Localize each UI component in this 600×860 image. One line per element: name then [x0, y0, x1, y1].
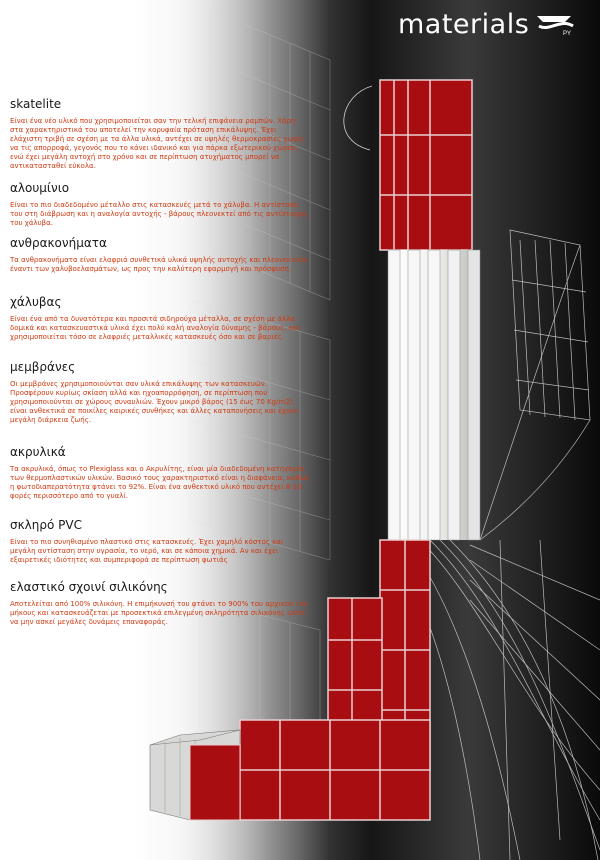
section-text: Οι μεμβράνες χρησιμοποιούνται σαν υλικά επικάλυψης των κατασκευών. Προσφέρουν κυρίως σκίαση αλλά και ηχοαπορρόφηση, σε περίπτωση που χρησιμοποιούνται σε χώρους συναυλιών. Έχουν μικρό βάρος (15 έως 70 Kg/m2), είναι ανθεκτικά σε ποικίλες καιρικές συνθήκες και άλλες καταπονήσεις και έχουν μεγάλη διάρκεια ζωής. — [10, 380, 299, 424]
section-text: Είναι το πιο διαδεδομένο μέταλλο στις κατασκευές μετά το χάλυβα. Η αντίσταση του στη διάβρωση και η αναλογία αντοχής - βάρους πλεονεκτεί από τις αντίστοιχες του χάλυβα. — [10, 201, 309, 227]
section-heading: μεμβράνες — [10, 360, 76, 374]
section-text: Τα ανθρακονήματα είναι ελαφριά συνθετικά υλικά υψηλής αντοχής και πλεονεκτούν έναντι των χαλυβοελασμάτων, ως προς την καλύτερη εφαρμογή και πρόσφυση. — [10, 256, 308, 273]
section-hard-pvc — [10, 518, 310, 565]
section-text: Είναι ένα από τα δυνατότερα και προσιτά σιδηρούχα μέταλλα, σε σχέση με άλλα δομικά και κατασκευαστικά υλικά έχει πολύ καλή αναλογία δύναμης - βάρους, και χρησιμοποιείται τόσο σε ελαφριές μεταλλικές κατασκευές όσο και σε βαριές. — [10, 315, 300, 341]
section-silicone-rope — [10, 580, 310, 627]
section-text: Είναι το πιο συνηθισμένο πλαστικό στις κατασκευές. Έχει χαμηλό κόστος και μεγάλη αντίσταση στην υγρασία, το νερό, και σε κάποια χημικά. Αν και έχει εξαιρετικές ιδιότητες και συμπεριφορά σε περίπτωση φωτιάς — [10, 538, 284, 564]
section-heading: αλουμίνιο — [10, 181, 70, 195]
page-header — [398, 6, 575, 42]
section-acrylics — [10, 445, 310, 501]
section-heading: χάλυβας — [10, 295, 62, 309]
section-heading: skatelite — [10, 97, 62, 111]
section-text: Τα ακρυλικά, όπως το Plexiglass και ο Ακρυλίτης, είναι μία διαδεδομένη κατηγορία των θερμοπλαστικών υλικών. Βασικό τους χαρακτηριστικό είναι η διαφάνεια, καθώς η φωτοδιαπερατότητα φτάνει το 92%. Είναι ένα ανθεκτικό υλικό που αντέχει 8-10 φορές περισσότερο από το γυαλί. — [10, 465, 310, 500]
section-text: Είναι ένα νέο υλικό που χρησιμοποιείται σαν την τελική επιφάνεια ραμπών. Χάρη στα χαρακτηριστικά του αποτελεί την κορυφαία πρόταση επικάλυψης. Έχει ελάχιστη τριβή σε σχέση με τα άλλα υλικά, αντέχει σε υψηλές θερμοκρασίες χωρίς να τις απορροφά, γεγονός που το κάνει ιδανικό και για πάρκα εξωτερικού χώρου, ενώ έχει μεγάλη αντοχή στο χρόνο και σε περίπτωση ατυχήματος μπορεί να αντικατασταθεί εύκολα. — [10, 117, 305, 170]
py-logo-icon — [535, 12, 575, 36]
section-steel — [10, 295, 310, 342]
section-heading: σκληρό PVC — [10, 518, 82, 532]
section-text: Αποτελείται από 100% σιλικόνη. Η επιμήκυνσή του φτάνει το 900% του αρχικού του μήκους και κατασκευάζεται με προσεκτικά επιλεγμένη σκληρότητα σιλικόνης ώστε να μην ασκεί μεγάλες δυνάμεις επαναφοράς. — [10, 600, 308, 626]
section-heading: ανθρακονήματα — [10, 236, 107, 250]
section-skatelite — [10, 97, 310, 171]
page-title: materials — [398, 8, 530, 40]
logo-text: PY — [563, 31, 572, 36]
section-carbon-fibres — [10, 236, 310, 274]
section-membranes — [10, 360, 310, 425]
section-aluminium — [10, 181, 310, 228]
section-heading: ελαστικό σχοινί σιλικόνης — [10, 580, 168, 594]
section-heading: ακρυλικά — [10, 445, 66, 459]
